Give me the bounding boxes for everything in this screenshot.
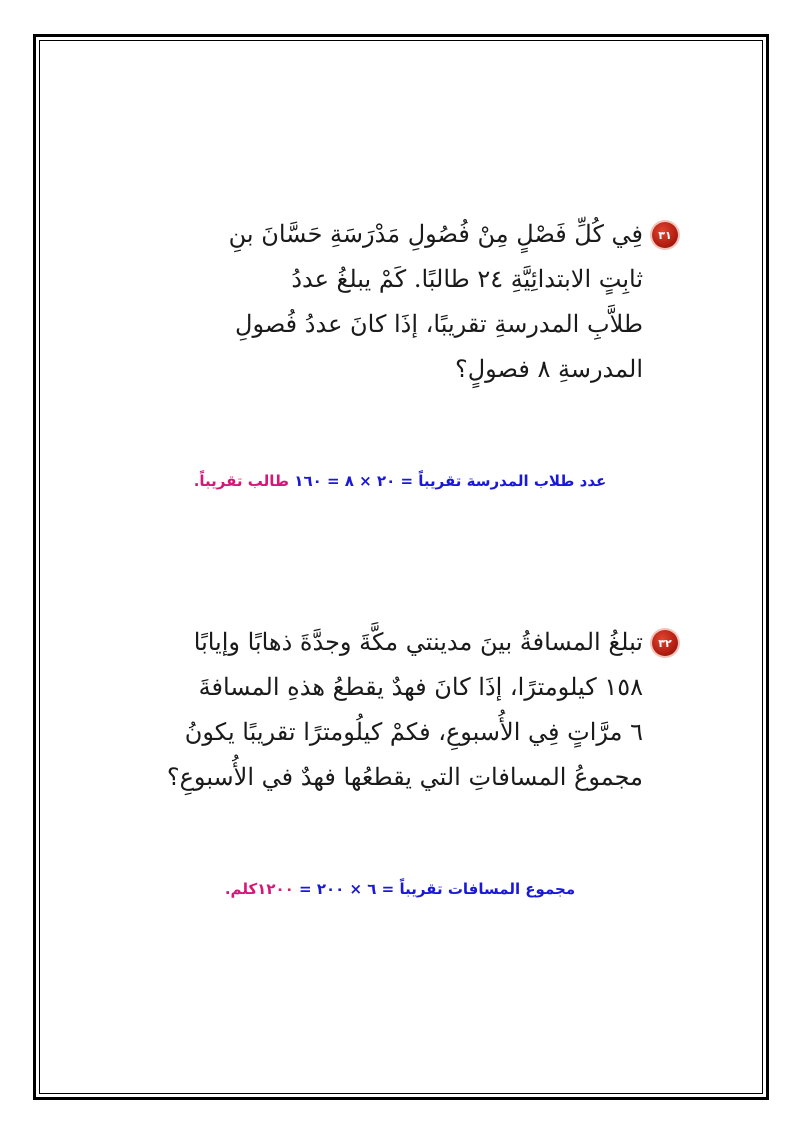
problem-line: ٦ مرَّاتٍ فِي الأُسبوعِ، فكمْ كيلُومترًا تقريبًا يكونُ: [184, 718, 643, 746]
problem-text: [125, 620, 643, 800]
answer-unit: ١٢٠٠كلم.: [224, 880, 294, 898]
problem-line: فِي كُلِّ فَصْلٍ مِنْ فُصُولِ مَدْرَسَةِ حَسَّانَ بنِ: [228, 220, 643, 248]
answer-line: [120, 472, 680, 490]
page-border-inner: [39, 40, 763, 1094]
problem-number-badge: ٣١: [652, 222, 678, 248]
answer-unit: طالب تقريباً.: [193, 472, 290, 490]
problem-line: مجموعُ المسافاتِ التي يقطعُها فهدٌ في الأُسبوعِ؟: [166, 763, 643, 791]
problem-line: المدرسةِ ٨ فصولٍ؟: [454, 355, 643, 383]
problem-line: تبلغُ المسافةُ بينَ مدينتي مكَّةَ وجدَّةَ ذهابًا وإيابًا: [193, 628, 643, 656]
problem-number-badge: ٣٢: [652, 630, 678, 656]
answer-line: [120, 880, 680, 898]
problem-line: طلاَّبِ المدرسةِ تقريبًا، إذَا كانَ عددُ فُصولِ: [235, 310, 643, 338]
problem-text: [195, 212, 643, 392]
answer-equation: مجموع المسافات تقريباً = ٦ × ٢٠٠ =: [293, 880, 576, 898]
problem-line: ١٥٨ كيلومترًا، إذَا كانَ فهدٌ يقطعُ هذهِ المسافةَ: [198, 673, 643, 701]
problem-line: ثابِتٍ الابتدائِيَّةِ ٢٤ طالبًا. كَمْ يبلغُ عددُ: [291, 265, 643, 293]
answer-equation: عدد طلاب المدرسة تقريباً = ٢٠ × ٨ = ١٦٠: [289, 472, 607, 490]
